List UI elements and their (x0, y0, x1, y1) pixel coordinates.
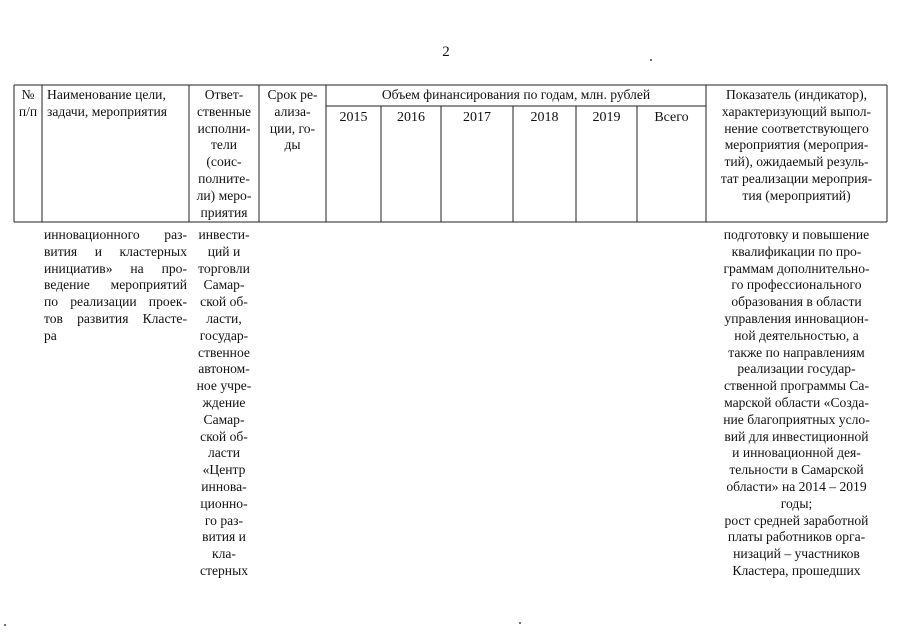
body-indicator-line: низаций – участников (733, 546, 860, 562)
header-executors-line: (соис- (206, 154, 242, 170)
body-executors-line: вития и (202, 529, 246, 545)
body-indicator-line: го профессионального (731, 277, 862, 293)
body-executors-line: инвести- (198, 227, 250, 242)
body-indicator-line: подготовку и повышение (723, 227, 870, 242)
body-name-line: инициатив» на про- (44, 260, 187, 276)
header-indicator-line: тия (мероприятий) (742, 187, 851, 203)
header-funding-label: Объем финансирования по годам, млн. рублей (381, 87, 651, 102)
body-executors-line: Самар- (203, 411, 245, 427)
header-num (14, 87, 42, 121)
body-name-line: тов развития Кластe- (44, 310, 187, 326)
header-year-2018: 2018 (530, 110, 559, 125)
body-indicator-line: области» на 2014 – 2019 (726, 478, 867, 494)
header-executors-line: тели (210, 137, 238, 153)
body-executors-line: ласти (207, 445, 241, 461)
body-indicator-line: образования в области (731, 294, 862, 310)
header-name-line: Наименование цели, (47, 87, 166, 102)
scan-speck (519, 622, 521, 624)
body-indicator-line: реализации государ- (737, 361, 856, 377)
header-num-line: № (21, 87, 35, 102)
header-funding (326, 87, 706, 104)
body-indicator-line: ной деятельностью, а (734, 327, 859, 343)
header-executors-line: ственные (196, 103, 252, 119)
body-executors-line: ственное (198, 344, 250, 360)
body-indicator-line: ственной программы Са- (723, 378, 869, 394)
header-indicator-line: Показатель (индикатор), (725, 87, 868, 102)
body-executors-line: го раз- (204, 512, 244, 528)
body-name-line: инновационного раз- (44, 227, 187, 242)
page-number: 2 (442, 44, 450, 60)
header-name-line: задачи, мероприятия (47, 103, 168, 119)
header-term-line: Срок ре- (267, 87, 318, 102)
body-indicator-line: годы; (780, 495, 813, 511)
body-executors-line: кла- (212, 546, 236, 562)
header-year-total: Всего (654, 110, 689, 125)
body-executors-line: ской об- (200, 428, 248, 444)
header-executors-line: исполни- (197, 120, 251, 136)
header-name (47, 87, 189, 121)
header-indicator-line: тий), ожидаемый резуль- (724, 154, 869, 170)
body-executors-line: стерных (199, 562, 248, 578)
body-indicator-line: квалификации по про- (731, 243, 862, 259)
body-indicator-line: платы работников орга- (727, 529, 866, 545)
body-executors-line: ласти, (206, 310, 242, 326)
body-indicator-line: Кластера, прошедших (732, 562, 861, 578)
body-indicator-line: тельности в Самарской (729, 462, 864, 478)
body-indicator-line: ние благоприятных усло- (723, 411, 870, 427)
body-indicator (706, 227, 887, 580)
header-term (259, 87, 326, 154)
scan-speck (4, 624, 6, 626)
body-executors-line: иннова- (201, 478, 247, 494)
body-name (44, 227, 187, 345)
body-indicator-line: также по направлениям (728, 344, 865, 360)
header-indicator-line: тат реализации мероприя- (720, 170, 873, 186)
body-executors-line: ное учре- (196, 378, 252, 394)
header-indicator-line: нение соответствующего (724, 120, 869, 136)
body-name-line: ведение мероприятий (44, 277, 187, 293)
body-executors-line: Самар- (203, 277, 245, 293)
header-term-line: ции, го- (269, 120, 316, 136)
body-indicator-line: управления инновацион- (724, 310, 869, 326)
body-executors-line: «Центр (202, 462, 246, 478)
body-executors-line: ской об- (200, 294, 248, 310)
body-indicator-line: марской области «Созда- (724, 394, 869, 410)
header-year-2015: 2015 (339, 110, 368, 125)
body-name-line: вития и кластерных (44, 243, 187, 259)
header-executors-line: Ответ- (204, 87, 244, 102)
body-indicator-line: рост средней заработной (724, 512, 869, 528)
body-executors-line: ционно- (200, 495, 248, 511)
body-executors-line: торговли (198, 260, 250, 276)
header-year-2016: 2016 (397, 110, 425, 125)
body-executors-line: ций и (207, 243, 241, 259)
header-term-line: ализа- (274, 103, 311, 119)
header-indicator (706, 87, 887, 205)
header-term-line: ды (284, 137, 301, 153)
body-name-line: ра (44, 327, 57, 343)
body-indicator-line: и инновационной дея- (732, 445, 861, 461)
body-executors (190, 227, 258, 580)
body-executors-line: автоном- (198, 361, 250, 377)
header-executors-line: полните- (198, 170, 250, 186)
header-executors-line: ли) меро- (196, 187, 252, 203)
body-executors-line: государ- (199, 327, 249, 343)
body-indicator-line: вий для инвестиционной (724, 428, 869, 444)
body-indicator-line: граммам дополнительно- (723, 260, 870, 276)
body-executors-line: ждение (202, 394, 246, 410)
scan-speck (650, 59, 652, 61)
header-executors (189, 87, 259, 221)
body-name-line: по реализации проек- (44, 294, 187, 310)
header-year-2017: 2017 (463, 110, 491, 125)
header-num-line: п/п (18, 103, 38, 119)
header-indicator-line: характеризующий выпол- (721, 103, 872, 119)
header-year-2019: 2019 (592, 110, 621, 125)
header-executors-line: приятия (200, 204, 248, 220)
header-indicator-line: мероприятия (мероприя- (724, 137, 869, 153)
